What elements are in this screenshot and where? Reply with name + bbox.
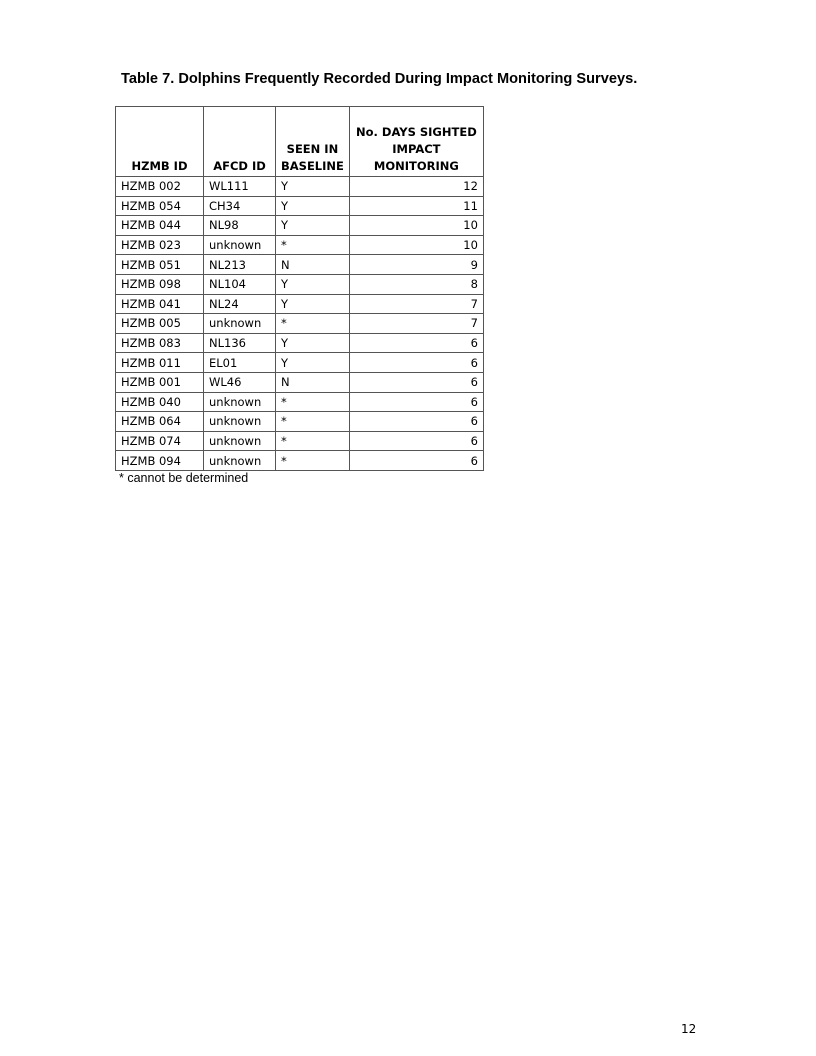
cell-afcd-id: NL104 (204, 274, 276, 294)
cell-seen-in-baseline: N (276, 255, 350, 275)
table-row (116, 177, 484, 197)
cell-afcd-id: unknown (204, 235, 276, 255)
cell-hzmb-id: HZMB 041 (116, 294, 204, 314)
cell-hzmb-id: HZMB 001 (116, 372, 204, 392)
header-afcd-id: AFCD ID (204, 107, 276, 177)
header-hzmb-id: HZMB ID (116, 107, 204, 177)
cell-seen-in-baseline: Y (276, 353, 350, 373)
cell-seen-in-baseline: Y (276, 274, 350, 294)
table-row (116, 314, 484, 334)
cell-hzmb-id: HZMB 074 (116, 431, 204, 451)
cell-days-sighted: 6 (349, 412, 483, 432)
table-row (116, 372, 484, 392)
cell-seen-in-baseline: * (276, 431, 350, 451)
table-row (116, 294, 484, 314)
cell-hzmb-id: HZMB 054 (116, 196, 204, 216)
cell-afcd-id: unknown (204, 314, 276, 334)
cell-afcd-id: unknown (204, 392, 276, 412)
cell-seen-in-baseline: * (276, 412, 350, 432)
cell-days-sighted: 7 (349, 294, 483, 314)
cell-afcd-id: WL111 (204, 177, 276, 197)
cell-hzmb-id: HZMB 002 (116, 177, 204, 197)
cell-days-sighted: 10 (349, 216, 483, 236)
cell-days-sighted: 10 (349, 235, 483, 255)
table-row (116, 216, 484, 236)
table-body (116, 177, 484, 471)
cell-afcd-id: unknown (204, 431, 276, 451)
table-header-row (116, 107, 484, 177)
cell-hzmb-id: HZMB 083 (116, 333, 204, 353)
cell-days-sighted: 11 (349, 196, 483, 216)
cell-seen-in-baseline: Y (276, 294, 350, 314)
table-row (116, 451, 484, 471)
table-row (116, 353, 484, 373)
cell-afcd-id: CH34 (204, 196, 276, 216)
dolphin-table (115, 106, 484, 471)
cell-days-sighted: 6 (349, 353, 483, 373)
table-row (116, 255, 484, 275)
cell-afcd-id: EL01 (204, 353, 276, 373)
table-row (116, 431, 484, 451)
cell-hzmb-id: HZMB 005 (116, 314, 204, 334)
cell-hzmb-id: HZMB 051 (116, 255, 204, 275)
cell-hzmb-id: HZMB 040 (116, 392, 204, 412)
table-row (116, 235, 484, 255)
cell-afcd-id: WL46 (204, 372, 276, 392)
cell-days-sighted: 7 (349, 314, 483, 334)
cell-hzmb-id: HZMB 094 (116, 451, 204, 471)
cell-hzmb-id: HZMB 023 (116, 235, 204, 255)
cell-seen-in-baseline: * (276, 392, 350, 412)
cell-days-sighted: 6 (349, 431, 483, 451)
cell-afcd-id: NL136 (204, 333, 276, 353)
cell-days-sighted: 6 (349, 392, 483, 412)
cell-afcd-id: unknown (204, 412, 276, 432)
cell-seen-in-baseline: * (276, 314, 350, 334)
cell-seen-in-baseline: Y (276, 196, 350, 216)
table-title: Table 7. Dolphins Frequently Recorded During Impact Monitoring Surveys. (121, 71, 638, 87)
cell-days-sighted: 6 (349, 333, 483, 353)
cell-seen-in-baseline: * (276, 235, 350, 255)
footnote: * cannot be determined (119, 471, 249, 485)
cell-seen-in-baseline: * (276, 451, 350, 471)
cell-afcd-id: NL98 (204, 216, 276, 236)
table-row (116, 274, 484, 294)
cell-seen-in-baseline: N (276, 372, 350, 392)
cell-afcd-id: unknown (204, 451, 276, 471)
table-row (116, 412, 484, 432)
header-days-sighted: No. DAYS SIGHTED IMPACT MONITORING (349, 107, 483, 177)
table-row (116, 333, 484, 353)
cell-days-sighted: 6 (349, 372, 483, 392)
header-seen-in-baseline: SEEN IN BASELINE (276, 107, 350, 177)
cell-hzmb-id: HZMB 064 (116, 412, 204, 432)
cell-days-sighted: 12 (349, 177, 483, 197)
cell-afcd-id: NL213 (204, 255, 276, 275)
cell-days-sighted: 9 (349, 255, 483, 275)
cell-hzmb-id: HZMB 011 (116, 353, 204, 373)
cell-seen-in-baseline: Y (276, 216, 350, 236)
cell-afcd-id: NL24 (204, 294, 276, 314)
table-row (116, 196, 484, 216)
cell-hzmb-id: HZMB 044 (116, 216, 204, 236)
table-row (116, 392, 484, 412)
cell-seen-in-baseline: Y (276, 333, 350, 353)
cell-seen-in-baseline: Y (276, 177, 350, 197)
cell-days-sighted: 8 (349, 274, 483, 294)
cell-hzmb-id: HZMB 098 (116, 274, 204, 294)
page-number: 12 (681, 1022, 697, 1036)
cell-days-sighted: 6 (349, 451, 483, 471)
